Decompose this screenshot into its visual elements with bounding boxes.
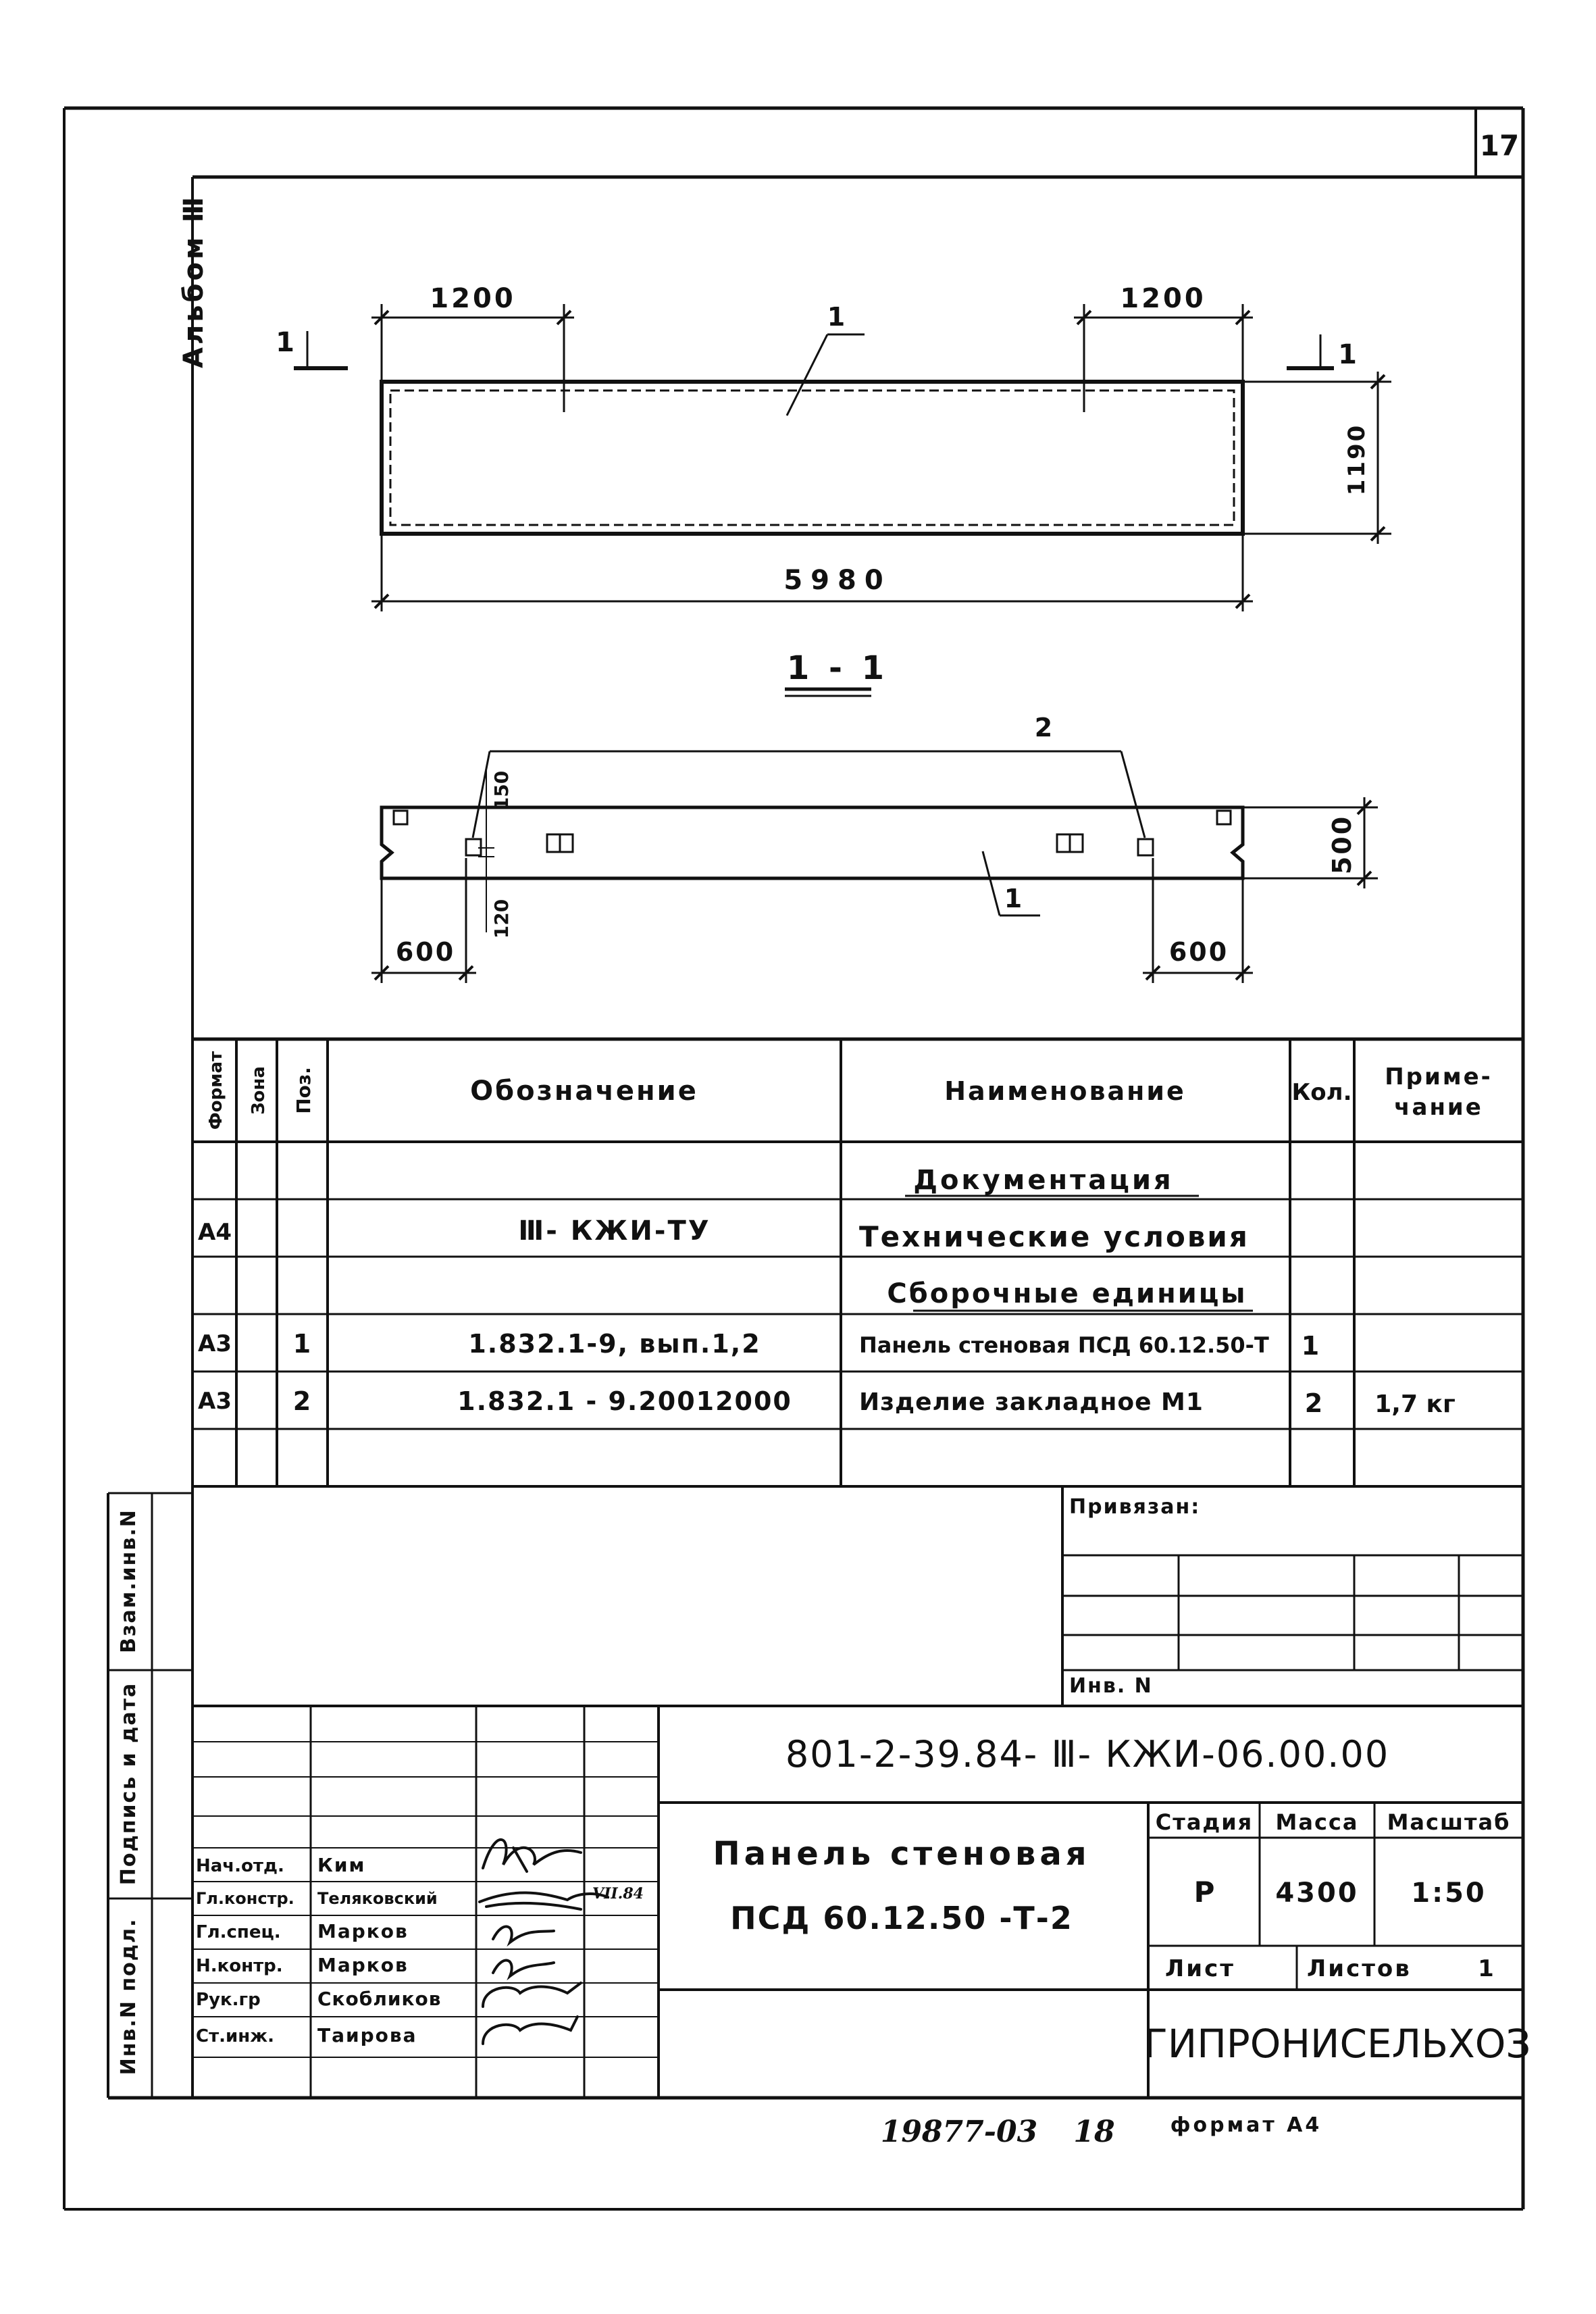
table-row xyxy=(887,1278,1253,1311)
table-row xyxy=(905,1165,1199,1196)
signature-name: Марков xyxy=(317,1920,409,1942)
table-row xyxy=(198,1329,1319,1361)
scale-value: 1:50 xyxy=(1411,1878,1487,1909)
signature-name: Ким xyxy=(317,1854,366,1876)
section-callout-2: 2 xyxy=(1034,713,1053,743)
title-line-2: ПСД 60.12.50 -Т-2 xyxy=(730,1900,1073,1936)
signature-role: Ст.инж. xyxy=(196,2026,274,2046)
spec-cell-pos: 1 xyxy=(292,1329,311,1359)
section-title: 1 - 1 xyxy=(786,649,889,687)
signature-role: Нач.отд. xyxy=(196,1856,284,1876)
spec-table xyxy=(192,1039,1523,1486)
sheets-label: Листов xyxy=(1307,1955,1412,1982)
page-number: 17 xyxy=(1479,129,1520,162)
binding-privyazan: Привязан: xyxy=(1069,1495,1201,1519)
signature-row xyxy=(196,1988,441,2010)
stage-label: Стадия xyxy=(1155,1809,1254,1835)
table-row xyxy=(198,1386,1456,1418)
scale-label: Масштаб xyxy=(1387,1809,1511,1835)
title-line-1: Панель стеновая xyxy=(713,1835,1091,1873)
signature-row xyxy=(196,1954,409,1976)
spec-header-note-2: чание xyxy=(1394,1094,1483,1121)
section-dim-600-left: 600 xyxy=(395,937,456,967)
sheets-value: 1 xyxy=(1478,1955,1494,1982)
spec-cell-format: А3 xyxy=(198,1388,232,1415)
archive-number: 19877-03 xyxy=(880,2115,1038,2149)
spec-cell-designation: Ⅲ- КЖИ-ТУ xyxy=(518,1215,711,1247)
binding-block xyxy=(1062,1486,1523,1706)
plan-dim-right: 1200 xyxy=(1120,283,1206,314)
plan-dim-left: 1200 xyxy=(430,283,516,314)
spec-cell-designation: 1.832.1-9, вып.1,2 xyxy=(468,1329,761,1359)
spec-header-zone: Зона xyxy=(249,1066,269,1115)
section-dim-150: 150 xyxy=(490,770,513,811)
section-dim-600-right: 600 xyxy=(1168,937,1229,967)
plan-dim-length: 5980 xyxy=(783,565,892,596)
signature-rows xyxy=(196,1854,441,2046)
section-mark-left: 1 xyxy=(276,327,294,358)
sheet-label: Лист xyxy=(1165,1955,1235,1982)
section-callout-1: 1 xyxy=(1004,884,1023,913)
mass-value: 4300 xyxy=(1275,1878,1359,1909)
spec-cell-qty: 2 xyxy=(1304,1388,1323,1418)
side-label-vzam-inv: Взам.инв.N xyxy=(117,1509,140,1653)
album-label: Альбом Ⅲ xyxy=(178,194,209,368)
spec-header-designation: Обозначение xyxy=(470,1076,698,1107)
spec-cell-note: 1,7 кг xyxy=(1374,1390,1456,1418)
binding-inv-n: Инв. N xyxy=(1069,1674,1153,1698)
signature-name: Скобликов xyxy=(317,1988,442,2010)
signature-row xyxy=(196,1889,438,1908)
spec-header-qty: Кол. xyxy=(1291,1079,1352,1106)
signature-row xyxy=(196,2024,417,2046)
mass-label: Масса xyxy=(1275,1809,1359,1835)
spec-cell-qty: 1 xyxy=(1301,1331,1320,1361)
spec-header-note-1: Приме- xyxy=(1385,1063,1493,1090)
side-label-podpis-data: Подпись и дата xyxy=(117,1682,140,1886)
document-code: 801-2-39.84- Ⅲ- КЖИ-06.00.00 xyxy=(785,1733,1390,1776)
spec-section-documentation: Документация xyxy=(913,1165,1174,1196)
plan-view xyxy=(276,283,1391,611)
signature-role: Н.контр. xyxy=(196,1956,283,1976)
signature-row xyxy=(196,1920,409,1942)
side-label-inv-podl: Инв.N подл. xyxy=(117,1917,140,2076)
signature-name: Теляковский xyxy=(317,1889,438,1908)
signature-role: Рук.гр xyxy=(196,1990,261,2010)
spec-cell-pos: 2 xyxy=(292,1386,311,1416)
spec-cell-format: А3 xyxy=(198,1330,232,1357)
spec-section-assemblies: Сборочные единицы xyxy=(887,1278,1247,1309)
spec-cell-format: А4 xyxy=(198,1219,232,1246)
archive-sheet: 18 xyxy=(1073,2115,1115,2149)
spec-cell-name: Панель стеновая ПСД 60.12.50-Т xyxy=(859,1332,1269,1358)
spec-header-format: Формат xyxy=(206,1051,226,1130)
signature-row xyxy=(196,1854,365,1876)
signature-date-note: VII.84 xyxy=(592,1885,644,1903)
section-view xyxy=(371,649,1378,983)
stage-value: Р xyxy=(1193,1876,1215,1909)
section-dim-500: 500 xyxy=(1327,814,1357,875)
signature-name: Марков xyxy=(317,1954,409,1976)
spec-header-pos: Поз. xyxy=(292,1067,315,1114)
spec-header-name: Наименование xyxy=(944,1076,1186,1106)
organization: ГИПРОНИСЕЛЬХОЗ xyxy=(1143,2021,1531,2067)
signature-role: Гл.спец. xyxy=(196,1922,281,1942)
section-dim-120: 120 xyxy=(490,899,513,939)
plan-dim-height: 1190 xyxy=(1343,423,1370,496)
table-row xyxy=(198,1215,1250,1253)
spec-cell-name: Изделие закладное М1 xyxy=(859,1388,1204,1416)
plan-callout-1: 1 xyxy=(827,302,846,332)
handwritten-signatures xyxy=(480,1840,608,2044)
signature-name: Таирова xyxy=(317,2024,417,2046)
signature-role: Гл.констр. xyxy=(196,1889,294,1908)
spec-cell-name: Технические условия xyxy=(859,1220,1250,1253)
format-label: формат А4 xyxy=(1170,2113,1322,2137)
section-mark-right: 1 xyxy=(1338,339,1357,370)
spec-cell-designation: 1.832.1 - 9.20012000 xyxy=(457,1386,792,1416)
